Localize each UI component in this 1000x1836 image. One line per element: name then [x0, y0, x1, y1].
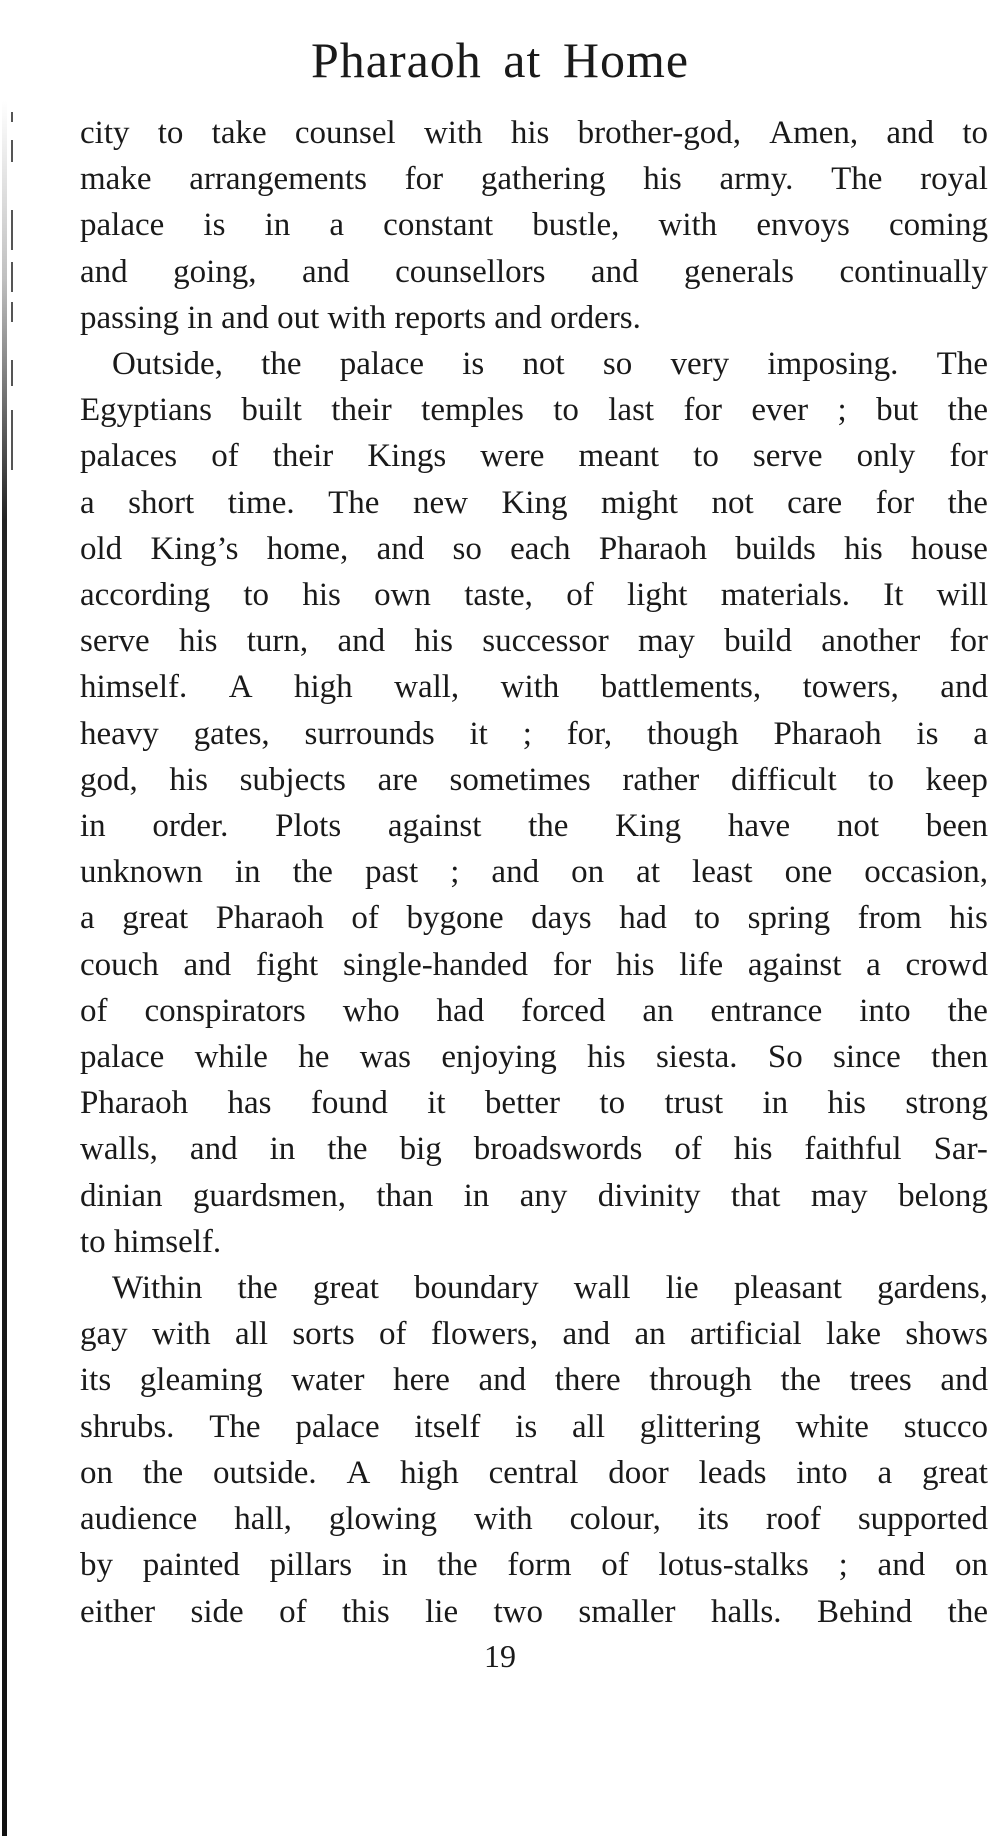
text-line: couch and fight single-handed for his life against a crowd — [80, 946, 988, 983]
text-line: palaces of their Kings were meant to serve only for — [80, 438, 988, 475]
text-line: shrubs. The palace itself is all glittering white stucco — [80, 1408, 988, 1445]
text-line: a short time. The new King might not care for the — [80, 484, 988, 521]
binding-edge-shadow — [2, 100, 7, 1836]
text-line: palace while he was enjoying his siesta. So since then — [80, 1039, 988, 1076]
text-line: palace is in a constant bustle, with envoys coming — [80, 207, 988, 244]
text-line: Within the great boundary wall lie pleasant gardens, — [112, 1270, 988, 1307]
body-text — [80, 110, 988, 1635]
text-line: and going, and counsellors and generals continually — [80, 253, 988, 290]
text-line: a great Pharaoh of bygone days had to spring from his — [80, 900, 988, 937]
binding-mark — [11, 112, 13, 122]
text-line: gay with all sorts of flowers, and an artificial lake shows — [80, 1316, 988, 1353]
text-line: on the outside. A high central door leads into a great — [80, 1454, 988, 1491]
text-line: make arrangements for gathering his army. The royal — [80, 161, 988, 198]
text-line: unknown in the past ; and on at least one occasion, — [80, 854, 988, 891]
text-line: Pharaoh has found it better to trust in his strong — [80, 1085, 988, 1122]
page-number: 19 — [484, 1638, 516, 1674]
text-line: audience hall, glowing with colour, its roof supported — [80, 1501, 988, 1538]
binding-mark — [11, 140, 13, 162]
binding-mark — [11, 360, 13, 386]
text-line: passing in and out with reports and orders. — [80, 299, 641, 336]
text-line: its gleaming water here and there through the trees and — [80, 1362, 988, 1399]
text-line: in order. Plots against the King have not been — [80, 808, 988, 845]
paragraph-1 — [80, 110, 988, 341]
binding-mark — [11, 410, 13, 470]
text-line: old King’s home, and so each Pharaoh builds his house — [80, 530, 988, 567]
text-line: of conspirators who had forced an entrance into the — [80, 992, 988, 1029]
text-line: god, his subjects are sometimes rather difficult to keep — [80, 761, 988, 798]
binding-mark — [11, 210, 13, 250]
paragraph-2 — [80, 341, 988, 1265]
text-line: dinian guardsmen, than in any divinity that may belong — [80, 1177, 988, 1214]
text-line: heavy gates, surrounds it ; for, though Pharaoh is a — [80, 715, 988, 752]
text-line: either side of this lie two smaller halls. Behind the — [80, 1593, 988, 1630]
running-head: Pharaoh at Home — [310, 32, 690, 88]
text-line: himself. A high wall, with battlements, towers, and — [80, 669, 988, 706]
text-line: walls, and in the big broadswords of his faithful Sar- — [80, 1131, 988, 1168]
binding-mark — [11, 262, 13, 292]
text-line: to himself. — [80, 1223, 222, 1260]
text-line: serve his turn, and his successor may build another for — [80, 623, 988, 660]
paragraph-3 — [80, 1265, 988, 1635]
text-line: city to take counsel with his brother-god, Amen, and to — [80, 115, 988, 151]
text-line: according to his own taste, of light materials. It will — [80, 577, 988, 614]
binding-mark — [11, 302, 13, 322]
text-line: Egyptians built their temples to last for ever ; but the — [80, 392, 988, 429]
text-line: Outside, the palace is not so very imposing. The — [112, 346, 988, 383]
text-line: by painted pillars in the form of lotus-stalks ; and on — [80, 1547, 988, 1584]
